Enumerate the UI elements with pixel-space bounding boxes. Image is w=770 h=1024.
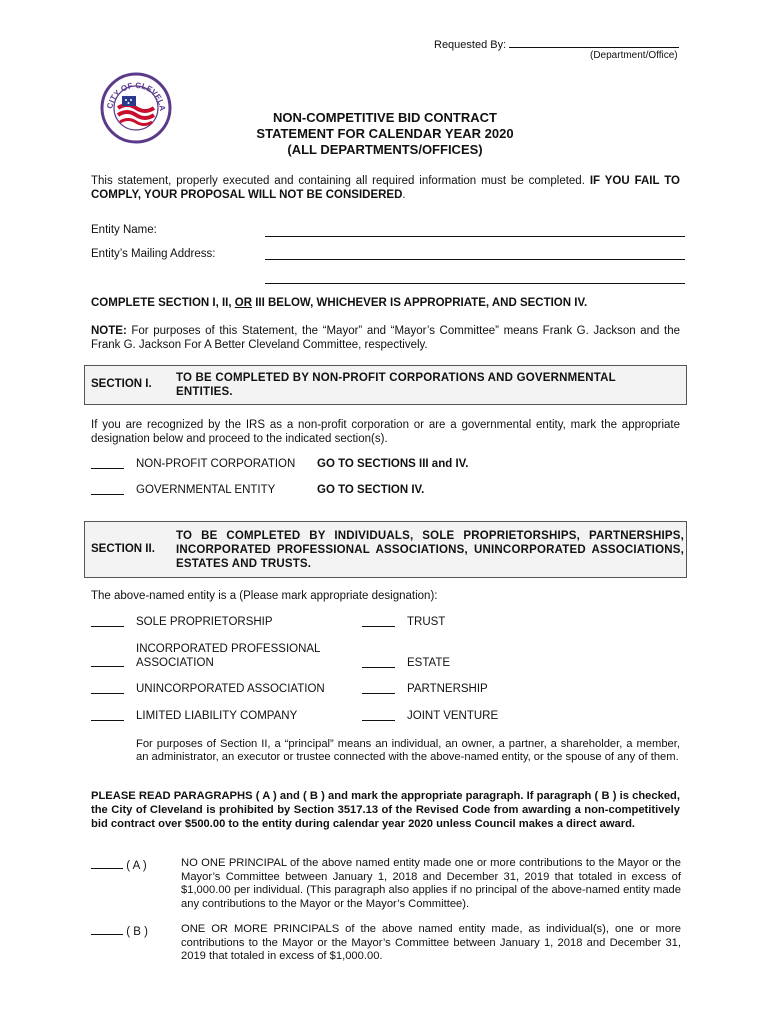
- entity-name-field[interactable]: [265, 236, 685, 237]
- section-2-heading-line-1: TO BE COMPLETED BY INDIVIDUALS, SOLE PROPRIETORSHIPS, PARTNERSHIPS,: [176, 530, 684, 542]
- incorporated-professional-blank[interactable]: [91, 656, 124, 667]
- section-2-heading-line-3: ESTATES AND TRUSTS.: [176, 558, 312, 570]
- page-title-line-2: STATEMENT FOR CALENDAR YEAR 2020: [256, 126, 514, 141]
- section-1-heading: TO BE COMPLETED BY NON-PROFIT CORPORATIONS AND GOVERNMENTAL ENTITIES.: [176, 372, 616, 398]
- option-partnership: [362, 683, 488, 697]
- llc-blank[interactable]: [91, 710, 124, 721]
- section-1-label: SECTION I.: [91, 378, 152, 390]
- section-1-paragraph: If you are recognized by the IRS as a non-profit corporation or are a governmental entity, mark the appropriate designation below and proceed to the indicated section(s).: [91, 419, 680, 445]
- section-2-header-box: [84, 521, 687, 578]
- read-paragraphs-instruction: PLEASE READ PARAGRAPHS ( A ) and ( B ) and mark the appropriate paragraph. If paragraph ( B ) is checked, the City of Cleveland is prohibited by Section 3517.13 of the Revised Code from awarding a non-competitively bid contract over $500.00 to the entity during calendar year 2020 unless Council makes a direct award.: [91, 790, 680, 830]
- joint-venture-label: JOINT VENTURE: [407, 710, 499, 722]
- principal-definition: For purposes of Section II, a “principal” means an individual, an owner, a partner, a shareholder, a member, an administrator, an executor or trustee connected with the above-named entity, or the spouse of any of them.: [136, 738, 680, 763]
- estate-label: ESTATE: [407, 657, 451, 669]
- nonprofit-label: NON-PROFIT CORPORATION: [136, 458, 296, 470]
- option-joint-venture: [362, 710, 499, 724]
- incorporated-professional-label-1: INCORPORATED PROFESSIONAL: [136, 643, 321, 655]
- intro-end: .: [402, 189, 406, 201]
- paragraph-a-row: [91, 858, 147, 872]
- governmental-label: GOVERNMENTAL ENTITY: [136, 484, 276, 496]
- paragraph-b-label: ( B ): [126, 926, 148, 938]
- requested-by-field[interactable]: [509, 36, 679, 48]
- paragraph-a-blank[interactable]: [91, 858, 123, 869]
- entity-address-field-2[interactable]: [265, 283, 685, 284]
- partnership-blank[interactable]: [362, 683, 395, 694]
- section-2-label: SECTION II.: [91, 543, 155, 555]
- nonprofit-goto: GO TO SECTIONS III and IV.: [317, 458, 469, 470]
- note-label: NOTE:: [91, 325, 127, 337]
- note-paragraph: [91, 324, 680, 352]
- page-title-line-3: (ALL DEPARTMENTS/OFFICES): [287, 142, 483, 157]
- option-llc: [91, 710, 298, 724]
- complete-section-part2: III BELOW, WHICHEVER IS APPROPRIATE, AND SECTION IV.: [252, 297, 588, 309]
- paragraph-b-text: ONE OR MORE PRINCIPALS of the above named entity made, as individual(s), one or more contributions to the Mayor or the Mayor’s Committee between January 1, 2018 and December 31, 2019 that totaled in excess of $1,000.00.: [181, 923, 681, 962]
- entity-name-label: Entity Name:: [91, 224, 157, 236]
- partnership-label: PARTNERSHIP: [407, 683, 488, 695]
- trust-blank[interactable]: [362, 616, 395, 627]
- estate-blank[interactable]: [362, 657, 395, 668]
- requested-by-label: Requested By:: [434, 39, 507, 51]
- nonprofit-checkbox-blank[interactable]: [91, 458, 124, 469]
- governmental-goto: GO TO SECTION IV.: [317, 484, 425, 496]
- intro-warning: IF YOU FAIL TO COMPLY, YOUR PROPOSAL WILL NOT BE CONSIDERED: [91, 175, 680, 201]
- unincorporated-association-label: UNINCORPORATED ASSOCIATION: [136, 683, 325, 695]
- section-1-option-governmental: [91, 484, 691, 498]
- requested-by-row: [434, 36, 684, 51]
- complete-section-or: OR: [234, 297, 253, 309]
- entity-address-label: Entity’s Mailing Address:: [91, 248, 216, 260]
- paragraph-a-text: NO ONE PRINCIPAL of the above named entity made one or more contributions to the Mayor or the Mayor’s Committee between January 1, 2018 and December 31, 2019 that totaled in excess of $1,000.00 per individual. (This paragraph also applies if no principal of the above-named entity made any contributions to the Mayor or the Mayor’s Committee).: [181, 857, 681, 910]
- svg-text:CITY OF CLEVELAND OHIO: CITY OF CLEVELA: [105, 80, 168, 112]
- paragraph-b-row: [91, 924, 148, 938]
- sole-proprietorship-label: SOLE PROPRIETORSHIP: [136, 616, 273, 628]
- sole-proprietorship-blank[interactable]: [91, 616, 124, 627]
- section-2-heading-line-2: INCORPORATED PROFESSIONAL ASSOCIATIONS, UNINCORPORATED ASSOCIATIONS,: [176, 544, 684, 556]
- trust-label: TRUST: [407, 616, 446, 628]
- option-unincorporated-association: [91, 683, 325, 697]
- complete-section-instruction: [91, 297, 587, 309]
- note-text: For purposes of this Statement, the “Mayor” and “Mayor’s Committee” means Frank G. Jackson and the Frank G. Jackson For A Better Cleveland Committee, respectively.: [91, 325, 680, 351]
- section-1-header-box: [84, 365, 687, 405]
- intro-text: This statement, properly executed and containing all required information must be completed.: [91, 175, 585, 187]
- intro-paragraph: [91, 174, 680, 202]
- page-title-line-1: NON-COMPETITIVE BID CONTRACT: [273, 110, 497, 125]
- section-2-paragraph: The above-named entity is a (Please mark appropriate designation):: [91, 590, 438, 602]
- paragraph-b-blank[interactable]: [91, 924, 123, 935]
- option-estate: [362, 657, 451, 671]
- option-trust: [362, 616, 446, 630]
- governmental-checkbox-blank[interactable]: [91, 484, 124, 495]
- entity-address-field-1[interactable]: [265, 259, 685, 260]
- complete-section-part1: COMPLETE SECTION I, II,: [91, 297, 235, 309]
- incorporated-professional-label-2: ASSOCIATION: [136, 657, 214, 669]
- dept-office-label: (Department/Office): [590, 50, 678, 61]
- unincorporated-association-blank[interactable]: [91, 683, 124, 694]
- joint-venture-blank[interactable]: [362, 710, 395, 721]
- paragraph-a-label: ( A ): [126, 860, 147, 872]
- section-1-option-nonprofit: [91, 458, 691, 472]
- option-sole-proprietorship: [91, 616, 273, 630]
- llc-label: LIMITED LIABILITY COMPANY: [136, 710, 298, 722]
